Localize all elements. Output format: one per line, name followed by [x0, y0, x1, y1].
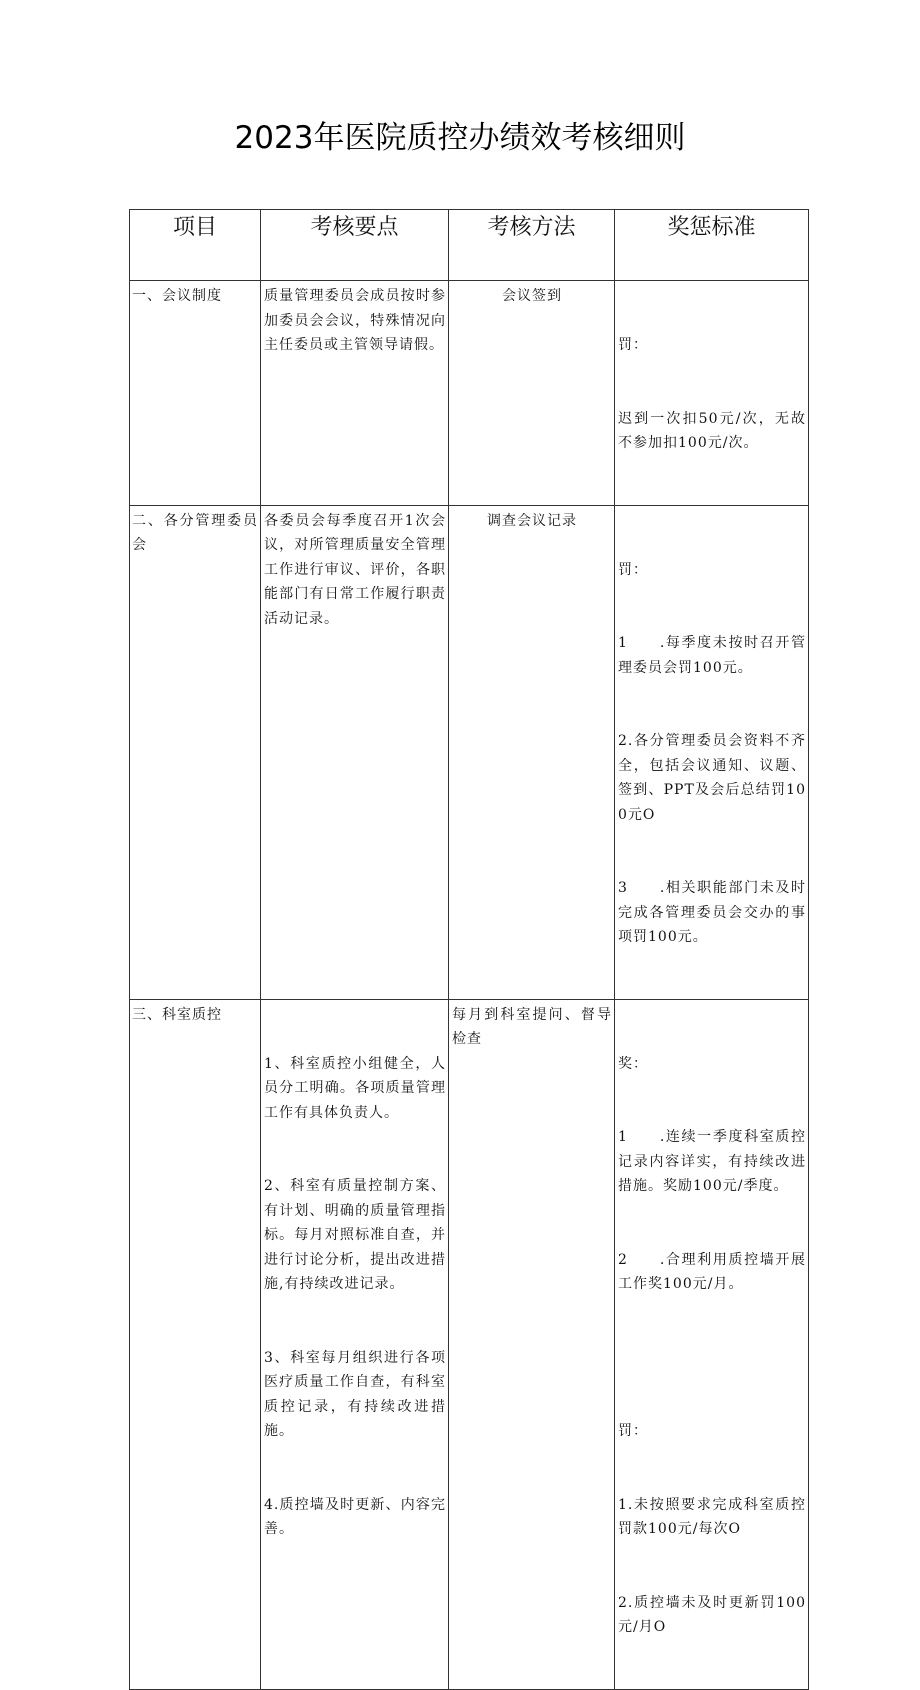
row-key-points-cell	[261, 281, 449, 506]
row-method: 每月到科室提问、督导检查	[452, 1006, 612, 1047]
standard-line: 2 .合理利用质控墙开展工作奖100元/月。	[618, 1251, 806, 1292]
standard-line: 2.质控墙未及时更新罚100元/月O	[618, 1594, 806, 1635]
row-key-points: 各委员会每季度召开1次会议，对所管理质量安全管理工作进行审议、评价，各职能部门有日常工作履行职责活动记录。	[264, 512, 446, 627]
standard-line: 奖：	[618, 1055, 648, 1072]
table-row	[130, 999, 809, 1689]
row-item: 二、各分管理委员会	[132, 512, 258, 553]
header-method: 考核方法	[449, 210, 615, 281]
standard-line	[618, 1346, 806, 1371]
standard-line: 罚：	[618, 561, 648, 578]
standard-line: 迟到一次扣50元/次，无故不参加扣100元/次。	[618, 410, 806, 451]
row-method-cell	[449, 281, 615, 506]
row-standard-cell	[615, 999, 809, 1689]
row-method: 调查会议记录	[487, 512, 577, 529]
row-standard	[615, 506, 808, 999]
assessment-table	[129, 209, 809, 1690]
row-standard-cell	[615, 505, 809, 999]
table-header-row	[130, 210, 809, 281]
row-method-cell	[449, 999, 615, 1689]
row-item: 一、会议制度	[132, 288, 222, 304]
row-method-cell	[449, 505, 615, 999]
row-key-points: 质量管理委员会成员按时参加委员会会议，特殊情况向主任委员或主管领导请假。	[264, 288, 446, 353]
standard-line: 1 .每季度未按时召开管理委员会罚100元。	[618, 635, 806, 676]
row-item: 三、科室质控	[132, 1006, 222, 1023]
row-key-points-cell	[261, 505, 449, 999]
row-key-points	[261, 1000, 448, 1591]
standard-line: 3 .相关职能部门未及时完成各管理委员会交办的事项罚100元。	[618, 880, 806, 945]
standard-line: 1 .连续一季度科室质控记录内容详实，有持续改进措施。奖励100元/季度。	[618, 1129, 806, 1194]
page-title: 2023年医院质控办绩效考核细则	[234, 120, 686, 156]
standard-line: 罚：	[618, 337, 648, 353]
row-standard	[615, 1000, 808, 1689]
row-item-cell	[130, 281, 261, 506]
header-standard: 奖惩标准	[615, 210, 809, 281]
header-key-points: 考核要点	[261, 210, 449, 281]
row-standard	[615, 281, 808, 505]
standard-line: 1.未按照要求完成科室质控罚款100元/每次O	[618, 1496, 806, 1537]
standard-line: 2.各分管理委员会资料不齐全，包括会议通知、议题、签到、PPT及会后总结罚100元O	[618, 733, 806, 823]
header-item: 项目	[130, 210, 261, 281]
row-method: 会议签到	[502, 288, 562, 304]
row-key-points-cell	[261, 999, 449, 1689]
table-row	[130, 505, 809, 999]
key-point-line: 2、科室有质量控制方案、有计划、明确的质量管理指标。每月对照标准自查，并进行讨论分析，提出改进措施,有持续改进记录。	[264, 1178, 446, 1292]
row-item-cell	[130, 505, 261, 999]
key-point-line: 4.质控墙及时更新、内容完善。	[264, 1496, 446, 1537]
standard-line: 罚：	[618, 1423, 648, 1439]
key-point-line: 3、科室每月组织进行各项医疗质量工作自查，有科室质控记录，有持续改进措施。	[264, 1349, 446, 1439]
row-standard-cell	[615, 281, 809, 506]
key-point-line: 1、科室质控小组健全，人员分工明确。各项质量管理工作有具体负责人。	[264, 1055, 446, 1121]
row-item-cell	[130, 999, 261, 1689]
table-row	[130, 281, 809, 506]
